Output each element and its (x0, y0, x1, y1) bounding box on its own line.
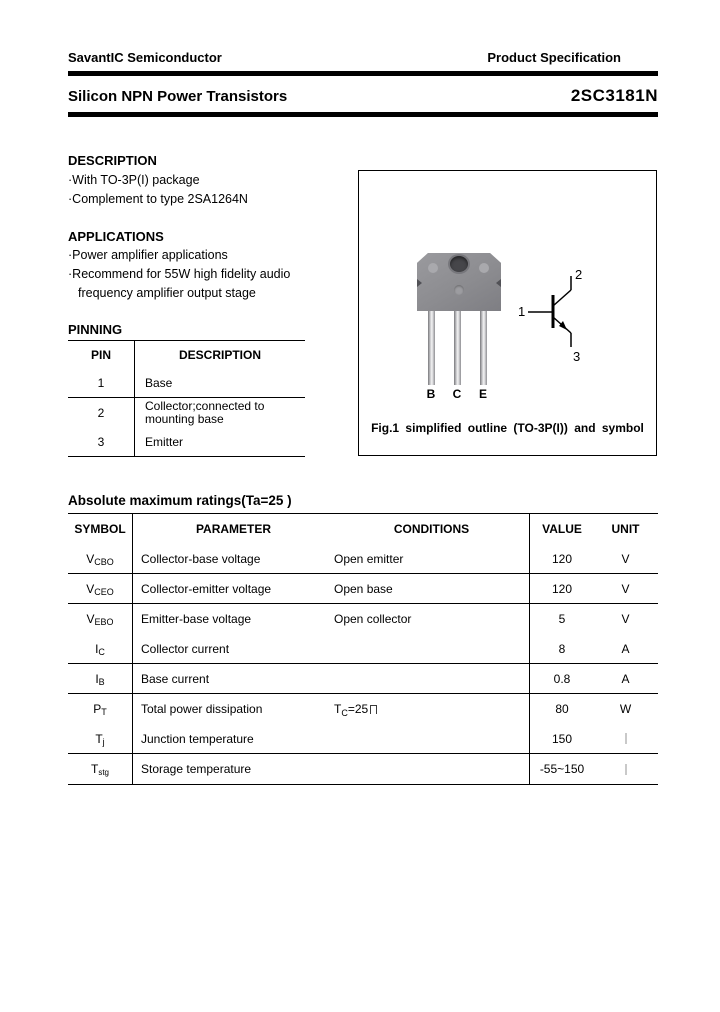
parameter-cell: Emitter-base voltage (141, 612, 252, 626)
value-cell: 5 (558, 612, 566, 626)
unit-cell: A (621, 641, 630, 656)
table-row (68, 428, 305, 456)
unit-cell: A (621, 671, 630, 686)
value-cell: 8 (558, 641, 566, 656)
figure-caption: Fig.1 simplified outline (TO-3P(I)) and symbol (371, 421, 644, 435)
symbol-pin-3-label: 3 (573, 349, 581, 364)
header-rule-bottom (68, 112, 658, 117)
symbol-cell: V CEO (68, 574, 133, 603)
description-item: ·Complement to type 2SA1264N (68, 192, 248, 206)
pin-number: 2 (68, 398, 135, 428)
pin-column-header: PIN (68, 341, 135, 369)
unit-cell (594, 754, 657, 784)
ratings-heading: Absolute maximum ratings(Ta=25 ) (68, 493, 292, 508)
missing-glyph-bar (625, 733, 627, 744)
missing-glyph-bar (625, 764, 627, 775)
conditions-cell: Open emitter (334, 551, 404, 566)
ratings-row (68, 604, 658, 634)
ratings-row (68, 724, 658, 754)
parameter-cell: Collector-emitter voltage (141, 581, 272, 596)
pin-number: 1 (68, 369, 135, 397)
unit-column-header: UNIT (611, 522, 640, 536)
package-dimple (428, 263, 438, 273)
pinning-heading: PINNING (68, 322, 123, 337)
package-body (417, 253, 501, 311)
pin-number: 3 (68, 428, 135, 456)
part-number: 2SC3181N (570, 86, 658, 105)
symbol-pin-2-label: 2 (575, 267, 583, 282)
ratings-row (68, 574, 658, 604)
parameter-cell: Junction temperature (141, 731, 254, 746)
ratings-row (68, 544, 658, 574)
pin-description: Collector;connected to mounting base (145, 399, 265, 426)
unit-cell: V (621, 612, 630, 626)
value-cell: -55~150 (539, 762, 585, 776)
parameter-cell: Total power dissipation (141, 702, 263, 716)
table-row (68, 398, 305, 428)
package-dimple (479, 263, 489, 273)
applications-heading: APPLICATIONS (68, 229, 164, 244)
package-photo (415, 253, 503, 403)
symbol-cell: V CBO (68, 544, 133, 573)
symbol-column-header: SYMBOL (68, 514, 133, 544)
description-column-header: DESCRIPTION (178, 348, 261, 362)
symbol-pin-1-label: 1 (518, 304, 526, 319)
conditions-column-header: CONDITIONS (393, 522, 470, 536)
value-cell: 0.8 (553, 671, 571, 686)
ratings-header-row (68, 514, 658, 544)
emitter-lead-label: E (478, 387, 487, 401)
mounting-hole (450, 256, 468, 272)
value-cell: 120 (551, 551, 573, 566)
pinning-table (68, 340, 305, 457)
unit-cell (594, 724, 657, 753)
value-cell: 80 (555, 702, 569, 716)
ratings-row (68, 694, 658, 724)
package-dimple (454, 285, 464, 295)
symbol-cell: T stg (68, 754, 133, 784)
pin-description: Base (145, 376, 173, 390)
parameter-column-header: PARAMETER (195, 522, 272, 536)
symbol-cell: I C (68, 634, 133, 663)
ratings-row (68, 634, 658, 664)
symbol-cell: T j (68, 724, 133, 753)
description-item: ·With TO-3P(I) package (68, 173, 200, 187)
symbol-cell: V EBO (68, 604, 133, 634)
collector-lead (454, 311, 461, 385)
symbol-cell: I B (68, 664, 133, 693)
applications-item: ·Power amplifier applications (68, 248, 228, 262)
package-notch (496, 279, 501, 287)
missing-glyph-box (370, 705, 377, 714)
page-title: Silicon NPN Power Transistors (68, 88, 288, 105)
parameter-cell: Collector-base voltage (141, 551, 261, 566)
parameter-cell: Collector current (141, 641, 230, 656)
package-notch (417, 279, 422, 287)
emitter-lead (480, 311, 487, 385)
npn-transistor-symbol-icon (514, 264, 614, 364)
ratings-row (68, 754, 658, 784)
parameter-cell: Storage temperature (141, 762, 252, 776)
value-cell: 120 (551, 581, 573, 596)
unit-cell: W (619, 702, 632, 716)
base-lead (428, 311, 435, 385)
value-cell: 150 (551, 731, 573, 746)
symbol-cell: P T (68, 694, 133, 724)
collector-lead-label: C (452, 387, 462, 401)
conditions-cell: $T_C=25$ (334, 702, 529, 716)
conditions-cell: Open base (334, 581, 393, 596)
description-heading: DESCRIPTION (68, 153, 157, 168)
ratings-row (68, 664, 658, 694)
ratings-table (68, 513, 658, 785)
applications-item: ·Recommend for 55W high fidelity audio (68, 267, 291, 281)
unit-cell: V (621, 581, 630, 596)
unit-cell: V (621, 551, 630, 566)
mid-column-headers (133, 514, 530, 544)
pin-description: Emitter (145, 435, 184, 449)
company-name: SavantIC Semiconductor (68, 50, 222, 65)
applications-item-continuation: frequency amplifier output stage (78, 286, 256, 300)
table-row (68, 369, 305, 398)
parameter-cell: Base current (141, 671, 210, 686)
header-rule-top (68, 71, 658, 76)
value-column-header: VALUE (542, 522, 582, 536)
figure-box (358, 170, 657, 456)
product-spec-label: Product Specification (487, 50, 621, 65)
base-lead-label: B (426, 387, 436, 401)
pinning-header-row (68, 341, 305, 369)
conditions-cell: Open collector (334, 612, 412, 626)
